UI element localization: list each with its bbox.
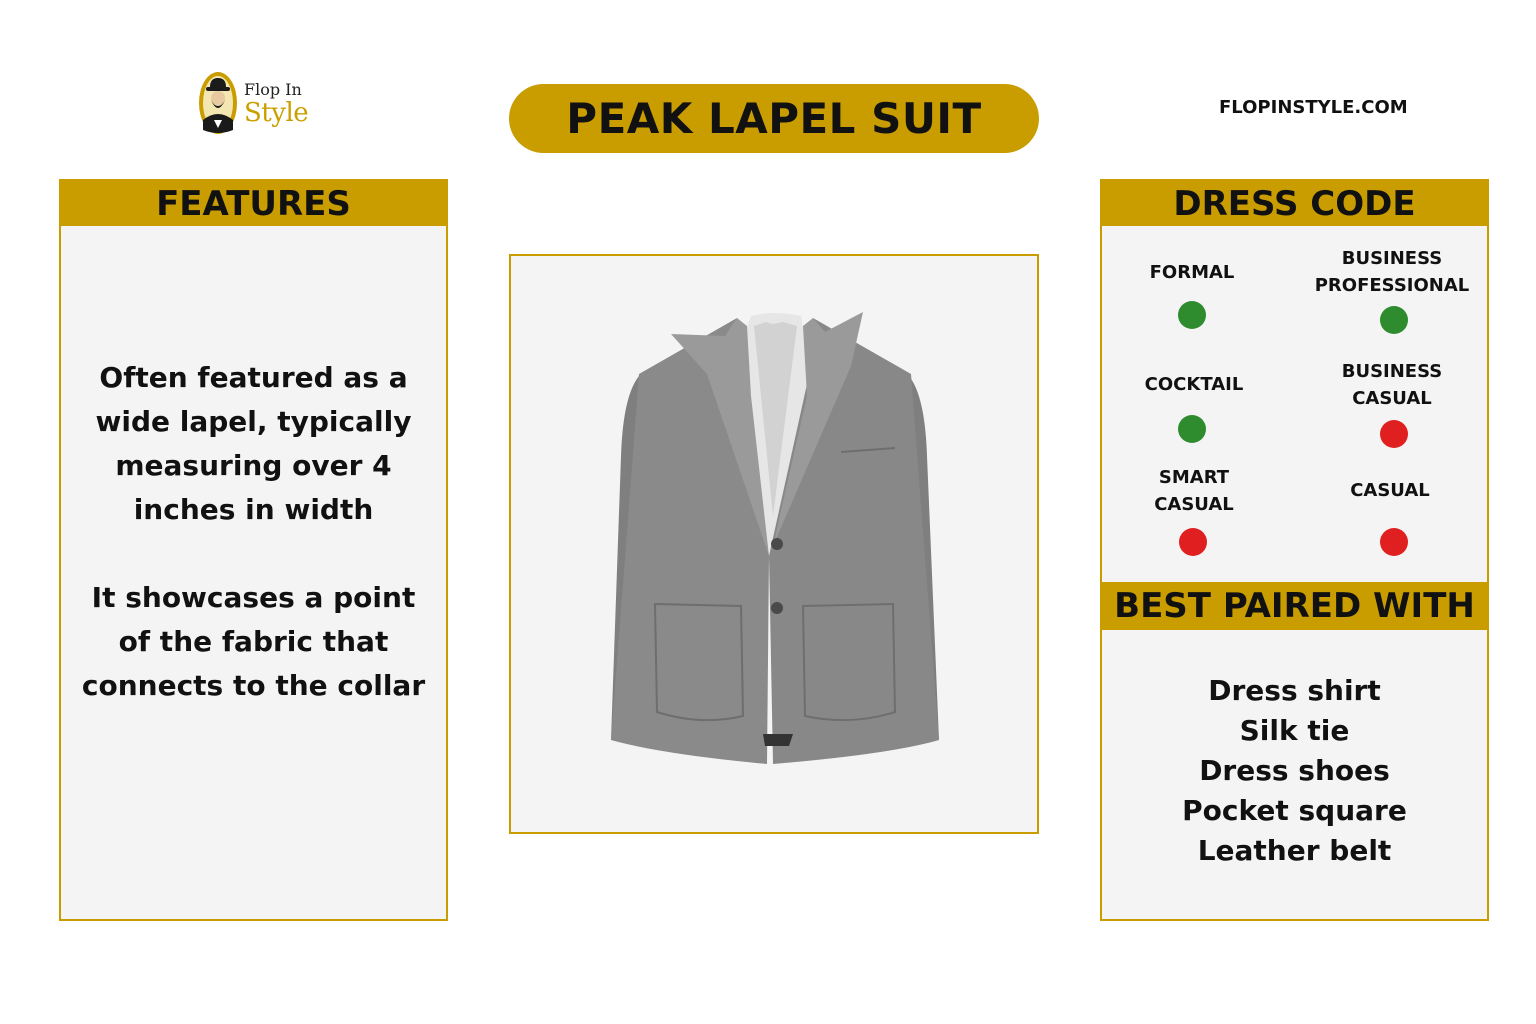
brand-logo <box>198 70 318 136</box>
list-item: Silk tie <box>1239 714 1350 747</box>
list-item: Leather belt <box>1197 834 1392 867</box>
dress-code-casual <box>1300 477 1480 504</box>
logo-text-bottom: Style <box>244 98 309 128</box>
status-dot-business-professional <box>1380 306 1408 334</box>
dress-code-label: SMART <box>1158 467 1230 488</box>
best-paired-header-bar <box>1102 582 1487 630</box>
dress-code-formal <box>1102 259 1282 286</box>
features-paragraph: Often featured as a wide lapel, typically measuring over 4 inches in width <box>95 361 412 526</box>
features-paragraph: It showcases a point of the fabric that connects to the collar <box>81 581 426 702</box>
dress-code-panel <box>1100 179 1489 921</box>
bearded-man-logo-icon <box>198 70 238 136</box>
suit-jacket-icon <box>511 256 1037 832</box>
list-item: Dress shoes <box>1199 754 1390 787</box>
features-panel <box>59 179 448 921</box>
features-text <box>81 356 426 708</box>
status-dot-formal <box>1178 301 1206 329</box>
list-item: Dress shirt <box>1208 674 1381 707</box>
title-banner <box>509 84 1039 153</box>
site-url: FLOPINSTYLE.COM <box>1219 97 1408 118</box>
dress-code-heading: DRESS CODE <box>1173 183 1416 224</box>
list-item: Pocket square <box>1182 794 1407 827</box>
dress-code-smart-casual <box>1104 464 1284 518</box>
dress-code-cocktail <box>1104 371 1284 398</box>
dress-code-header-bar <box>1102 181 1487 226</box>
dress-code-label: CASUAL <box>1350 480 1430 501</box>
logo-text-top: Flop In <box>244 80 302 99</box>
dress-code-label: PROFESSIONAL <box>1314 275 1470 296</box>
best-paired-list <box>1102 671 1487 871</box>
dress-code-label: CASUAL <box>1352 388 1432 409</box>
status-dot-business-casual <box>1380 420 1408 448</box>
dress-code-label: FORMAL <box>1149 262 1235 283</box>
dress-code-business-casual <box>1302 358 1482 412</box>
suit-image-frame <box>509 254 1039 834</box>
features-heading: FEATURES <box>156 183 351 224</box>
best-paired-heading: BEST PAIRED WITH <box>1114 586 1475 626</box>
status-dot-smart-casual <box>1179 528 1207 556</box>
dress-code-business-professional <box>1302 245 1482 299</box>
dress-code-label: BUSINESS <box>1341 248 1443 269</box>
status-dot-cocktail <box>1178 415 1206 443</box>
status-dot-casual <box>1380 528 1408 556</box>
dress-code-label: BUSINESS <box>1341 361 1443 382</box>
dress-code-label: CASUAL <box>1154 494 1234 515</box>
page-title: PEAK LAPEL SUIT <box>566 94 982 143</box>
features-header-bar <box>61 181 446 226</box>
dress-code-label: COCKTAIL <box>1144 374 1244 395</box>
